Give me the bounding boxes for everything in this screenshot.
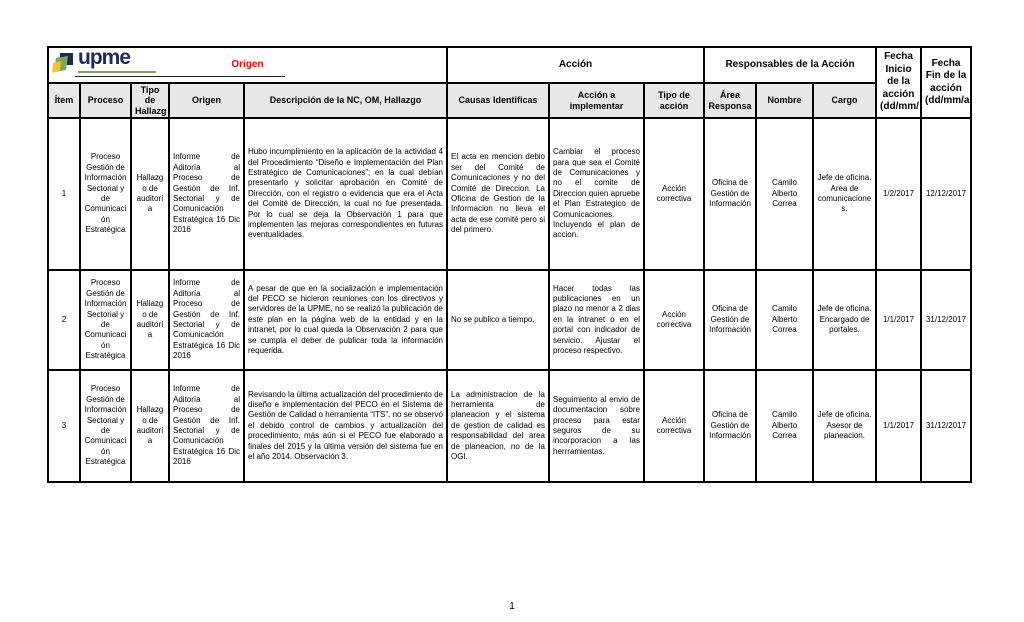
cell-causas: La administracion de la herramienta de planeacion y el sistema de gestion de calidad es responsabilidad del area de planeacion, no de la OGI. [447, 370, 549, 482]
cell-descripcion: A pesar de que en la socialización e implementación del PECO se hicieron reuniones con los directivos y servidores de la UPME, no se realizó la publicación de este plan en la página web de la entidad y en la intranet, por lo cual queda la Observación 2 para que se cumpla el deber de publicar toda la información requerida. [244, 270, 447, 370]
table-row [48, 270, 971, 370]
cell-tipo-hallazgo: Hallazgo de auditoría [131, 270, 169, 370]
cell-fecha-fin: 12/12/2017 [921, 118, 971, 270]
column-header-proceso: Proceso [80, 83, 131, 118]
cell-tipo-hallazgo: Hallazgo de auditoría [131, 118, 169, 270]
cell-proceso: Proceso Gestión de Información Sectorial y de Comunicación Estratégica [80, 118, 131, 270]
group-origen-label: Origen [231, 59, 264, 71]
group-header-responsables: Responsables de la Acción [704, 47, 876, 83]
cell-origen: Informe de Aditoría al Proceso de Gestión de Inf. Sectorial y de Comunicación Estratégica 16 Dic 2016 [169, 118, 244, 270]
cell-item: 2 [48, 270, 80, 370]
table-body [48, 118, 971, 482]
cell-area: Oficina de Gestión de Información [704, 118, 756, 270]
cell-fecha-inicio: 1/2/2017 [876, 118, 921, 270]
audit-findings-table [47, 46, 972, 483]
cell-tipo-accion: Acción correctiva [644, 270, 704, 370]
column-header-cargo: Cargo [813, 83, 876, 118]
group-header-accion: Acción [447, 47, 704, 83]
cell-item: 3 [48, 370, 80, 482]
logo-underline [75, 76, 285, 77]
cell-area: Oficina de Gestión de Información [704, 370, 756, 482]
cell-fecha-inicio: 1/1/2017 [876, 270, 921, 370]
column-header-tipo-hallazgo: Tipo de Hallazg [131, 83, 169, 118]
cell-accion: Cambiar el proceso para que sea el Comité de Comunicaciones y no el comite de Direccion quien apruebe el Plan Estrategico de Comunicaciones. Incluyendo el plan de accion. [549, 118, 644, 270]
cell-nombre: Camilo Alberto Correa [756, 270, 813, 370]
cell-cargo: Jefe de oficina. Encargado de portales. [813, 270, 876, 370]
column-header-origen: Origen [169, 83, 244, 118]
cell-area: Oficina de Gestión de Información [704, 270, 756, 370]
cell-cargo: Jefe de oficina. Area de comunicaciones. [813, 118, 876, 270]
table-row [48, 370, 971, 482]
cell-causas: El acta en mencion debio ser del Comité de Comunicaciones y no del Comité de Direccion. La Oficina de Gestion de la Informacion no lleva el acta de ese comité pero si del primero. [447, 118, 549, 270]
cell-proceso: Proceso Gestión de Información Sectorial y de Comunicación Estratégica [80, 270, 131, 370]
cell-fecha-inicio: 1/1/2017 [876, 370, 921, 482]
logo-tagline [78, 71, 156, 73]
cell-tipo-hallazgo: Hallazgo de auditoría [131, 370, 169, 482]
column-header-descripcion: Descripción de la NC, OM, Hallazgo [244, 83, 447, 118]
column-header-fecha-inicio: Fecha Inicio de la acción (dd/mm/ [876, 47, 921, 118]
upme-logo [51, 46, 156, 75]
column-header-item: Ítem [48, 83, 80, 118]
cell-origen: Informe de Aditoría al Proceso de Gestión de Inf. Sectorial y de Comunicación Estratégica 16 Dic 2016 [169, 370, 244, 482]
column-header-nombre: Nombre [756, 83, 813, 118]
column-header-tipo-accion: Tipo de acción [644, 83, 704, 118]
column-header-area: Área Responsa [704, 83, 756, 118]
upme-logo-text [78, 46, 156, 73]
cell-nombre: Camilo Alberto Correa [756, 370, 813, 482]
cell-tipo-accion: Acción correctiva [644, 118, 704, 270]
page-number: 1 [509, 601, 515, 612]
column-header-accion-implementar: Acción a implementar [549, 83, 644, 118]
cell-item: 1 [48, 118, 80, 270]
group-header-row [48, 47, 971, 83]
table-row [48, 118, 971, 270]
upme-wordmark: upme [78, 46, 131, 69]
cell-descripcion: Hubo incumplimiento en la aplicación de la actividad 4 del Procedimiento “Diseño e Implementación del Plan Estratégico de Comunicaciones”; en la cual debían presentarlo y solicitar aprobación en Comité de Dirección, con el registro o evidencia que era el Acta del Comité de Dirección, la cual no fue presentada. Por lo cual se deja la Observación 1 para que implementen las mejoras correspondientes en futuras eventualidades. [244, 118, 447, 270]
cell-fecha-fin: 31/12/2017 [921, 270, 971, 370]
cell-fecha-fin: 31/12/2017 [921, 370, 971, 482]
column-header-causas: Causas Identificas [447, 83, 549, 118]
column-header-fecha-fin: Fecha Fin de la acción (dd/mm/a [921, 47, 971, 118]
cell-descripcion: Revisando la última actualización del procedimiento de diseño e implementación del PECO en el Sistema de Gestión de Calidad o herramienta “ITS”, no se observó el debido control de cambios y actualización del procedimiento, más aún si el PECO fue elaborado a finales del 2015 y la última versión del sistema fue en el año 2014. Observación 3. [244, 370, 447, 482]
cell-accion: Seguimiento al envio de documentacion sobre proceso para estar seguros de su incorporacion a las herrramientas. [549, 370, 644, 482]
cell-accion: Hacer todas las publicaciones en un plazo no menor a 2 dias en la intranet o en el portal con indicador de servicio. Ajustar el proceso respectivo. [549, 270, 644, 370]
column-header-row [48, 83, 971, 118]
cell-origen: Informe de Aditoría al Proceso de Gestión de Inf. Sectorial y de Comunicación Estratégica 16 Dic 2016 [169, 270, 244, 370]
cell-cargo: Jefe de oficina. Asesor de planeacion. [813, 370, 876, 482]
cell-nombre: Camilo Alberto Correa [756, 118, 813, 270]
upme-logo-icon [51, 51, 75, 75]
cell-causas: No se publico a tiempo. [447, 270, 549, 370]
cell-proceso: Proceso Gestión de Información Sectorial y de Comunicación Estratégica [80, 370, 131, 482]
cell-tipo-accion: Acción correctiva [644, 370, 704, 482]
audit-findings-sheet [47, 46, 972, 483]
